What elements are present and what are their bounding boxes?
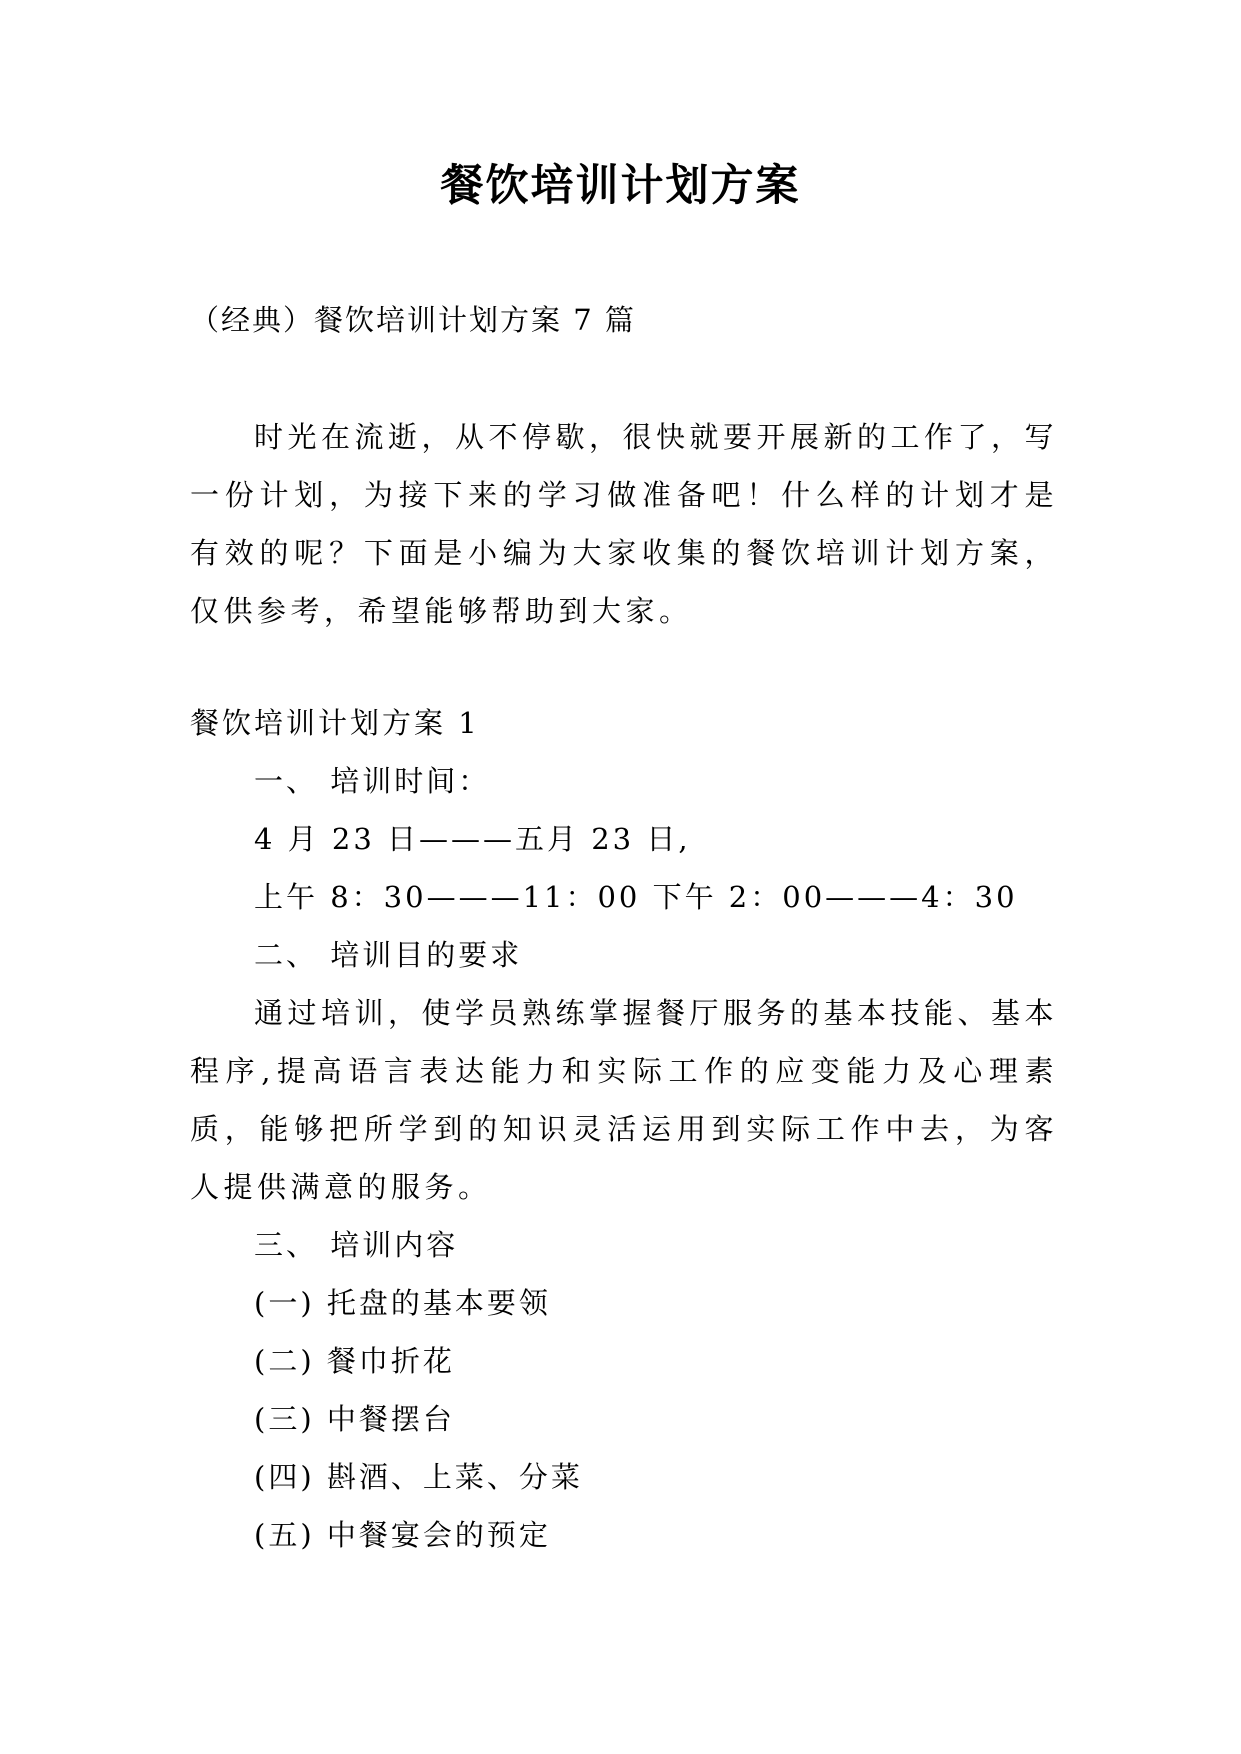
training-hours: 上午 8：30———11：00 下午 2：00———4：30 [254, 880, 1018, 914]
document-title: 餐饮培训计划方案 [440, 161, 801, 211]
intro-paragraph: 时光在流逝，从不停歇，很快就要开展新的工作了，写一份计划，为接下来的学习做准备吧！什么样的计划才是有效的呢？下面是小编为大家收集的餐饮培训计划方案，仅供参考，希望能够帮助到大家。 [190, 420, 1059, 628]
section-content [190, 694, 1058, 1564]
content-list-item: (一) 托盘的基本要领 [254, 1286, 551, 1320]
training-time-heading: 一、 培训时间： [254, 764, 491, 798]
training-goal-text: 通过培训，使学员熟练掌握餐厅服务的基本技能、基本程序,提高语言表达能力和实际工作的应变能力及心理素质，能够把所学到的知识灵活运用到实际工作中去，为客人提供满意的服务。 [190, 996, 1059, 1204]
training-content-heading: 三、 培训内容 [254, 1228, 459, 1262]
training-goal-heading: 二、 培训目的要求 [254, 938, 523, 972]
training-date-range: 4 月 23 日———五月 23 日, [254, 822, 691, 856]
content-list-item: (五) 中餐宴会的预定 [254, 1518, 551, 1552]
content-list-item: (二) 餐巾折花 [254, 1344, 455, 1378]
section-heading: 餐饮培训计划方案 1 [190, 706, 480, 740]
document-subtitle: （经典）餐饮培训计划方案 7 篇 [190, 303, 636, 337]
content-list-item: (四) 斟酒、上菜、分菜 [254, 1460, 583, 1494]
content-list-item: (三) 中餐摆台 [254, 1402, 455, 1436]
